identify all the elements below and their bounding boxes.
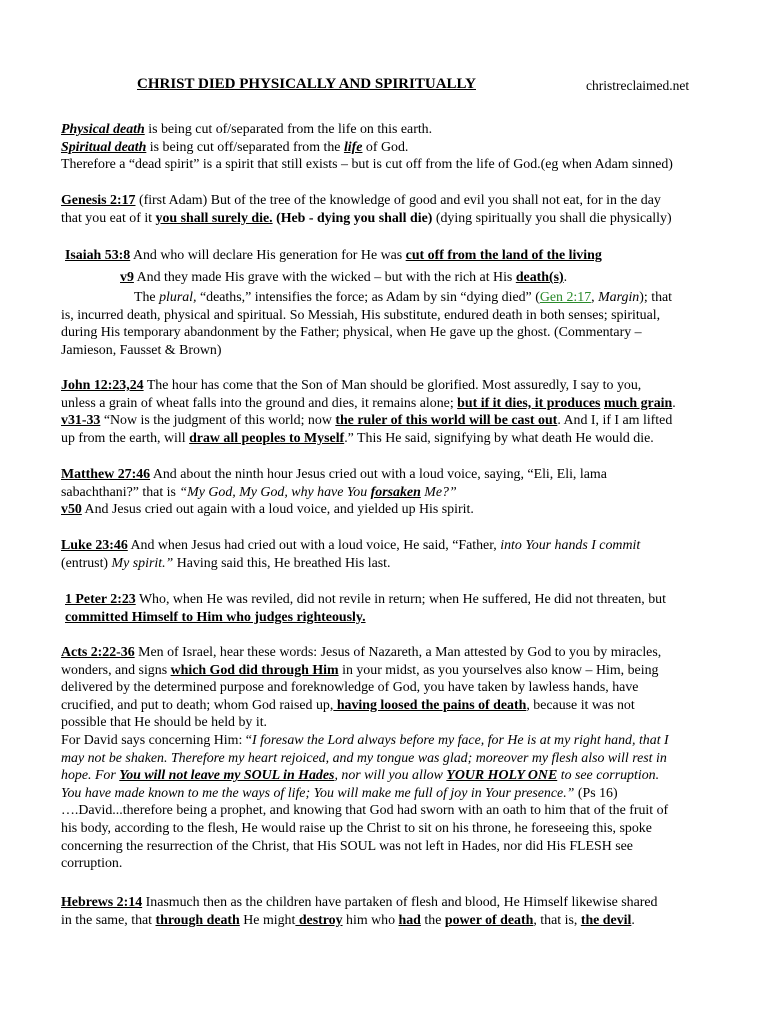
page-title: CHRIST DIED PHYSICALLY AND SPIRITUALLY — [137, 76, 476, 92]
verse-ref: v31-33 — [61, 413, 101, 429]
spiritual-death-line: Spiritual death is being cut off/separated from the life of God. — [61, 139, 409, 155]
verse-ref: v50 — [61, 502, 82, 518]
commentary: The plural, “deaths,” intensifies the force; as Adam by sin “dying died” (Gen 2:17, Margin); that is, incurred death, physical and spiritual. So Messiah, His substitute, endured death in both senses; spiritual, during His temporary abandonment by the Father; physical, when He gave up the ghost. (Commentary – Jamieson, Fausset & Brown) — [61, 290, 673, 358]
hebrews-section: Hebrews 2:14 Inasmuch then as the children have partaken of flesh and blood, He Himself likewise shared in the same, that through death He might destroy him who had the power of death, that is, the devil. — [61, 895, 658, 928]
scripture-ref: John 12:23,24 — [61, 378, 144, 393]
site-name: christreclaimed.net — [586, 78, 690, 93]
scripture-ref: 1 Peter 2:23 — [65, 592, 136, 607]
scripture-ref: Isaiah 53:8 — [65, 248, 131, 263]
dead-spirit-line: Therefore a “dead spirit” is a spirit that still exists – but is cut off from the life of God.(eg when Adam sinned) — [61, 157, 673, 173]
gen-link[interactable]: Gen 2:17 — [539, 290, 592, 305]
john-section: John 12:23,24 The hour has come that the Son of Man should be glorified. Most assuredly, I say to you, unless a grain of wheat falls into the ground and dies, it remains alone; but if it dies, it produces much grain. v31-33 “Now is the judgment of this world; now the ruler of this world will be cast out. And I, if I am lifted up from the earth, will draw all peoples to Myself.” This He said, signifying by what death He would die. — [61, 378, 676, 446]
luke-section: Luke 23:46 And when Jesus had cried out with a loud voice, He said, “Father, into Your hands I commit (entrust) My spirit.” Having said this, He breathed His last. — [61, 538, 641, 571]
peter-section: 1 Peter 2:23 Who, when He was reviled, did not revile in return; when He suffered, He did not threaten, but committed Himself to Him who judges righteously. — [65, 592, 666, 625]
header — [0, 76, 768, 98]
isaiah-v9: v9 And they made His grave with the wicked – but with the rich at His death(s). — [120, 270, 568, 285]
definitions-section — [61, 121, 731, 174]
verse-ref: v9 — [120, 270, 134, 285]
genesis-section: Genesis 2:17 (first Adam) But of the tree of the knowledge of good and evil you shall not eat, for in the day that you eat of it you shall surely die. (Heb - dying you shall die) (dying spiritually you shall die physically) — [61, 193, 672, 226]
physical-death-line: Physical death is being cut of/separated from the life on this earth. — [61, 122, 433, 137]
scripture-ref: Acts 2:22-36 — [61, 645, 135, 660]
scripture-ref: Genesis 2:17 — [61, 193, 136, 208]
scripture-ref: Hebrews 2:14 — [61, 895, 143, 910]
isaiah-section: Isaiah 53:8 And who will declare His generation for He was cut off from the land of the living — [65, 248, 602, 263]
scripture-ref: Matthew 27:46 — [61, 467, 151, 482]
matthew-section: Matthew 27:46 And about the ninth hour Jesus cried out with a loud voice, saying, “Eli, Eli, lama sabachthani?” that is “My God, My God, why have You forsaken Me?” v50 And Jesus cried out again with a loud voice, and yielded up His spirit. — [61, 467, 607, 518]
acts-section: Acts 2:22-36 Men of Israel, hear these words: Jesus of Nazareth, a Man attested by God to you by miracles, wonders, and signs which God did through Him in your midst, as you yourselves also know – Him, being delivered by the determined purpose and foreknowledge of God, you have taken by lawless hands, have crucified, and put to death; whom God raised up, having loosed the pains of death, because it was not possible that He should be held by it. For David says concerning Him: “I foresaw the Lord always before my face, for He is at my right hand, that I may not be shaken. Therefore my heart rejoiced, and my tongue was glad; moreover my flesh also will rest in hope. For You will not leave my SOUL in Hades, nor will you allow YOUR HOLY ONE to see corruption. You have made known to me the ways of life; You will make me full of joy in Your presence.” (Ps 16) ….David...therefore being a prophet, and knowing that God had sworn with an oath to him that of the fruit of his body, according to the flesh, He would raise up the Christ to sit on his throne, he foreseeing this, spoke concerning the resurrection of the Christ, that His SOUL was not left in Hades, nor did His FLESH see corruption. — [61, 645, 669, 872]
scripture-ref: Luke 23:46 — [61, 538, 128, 553]
